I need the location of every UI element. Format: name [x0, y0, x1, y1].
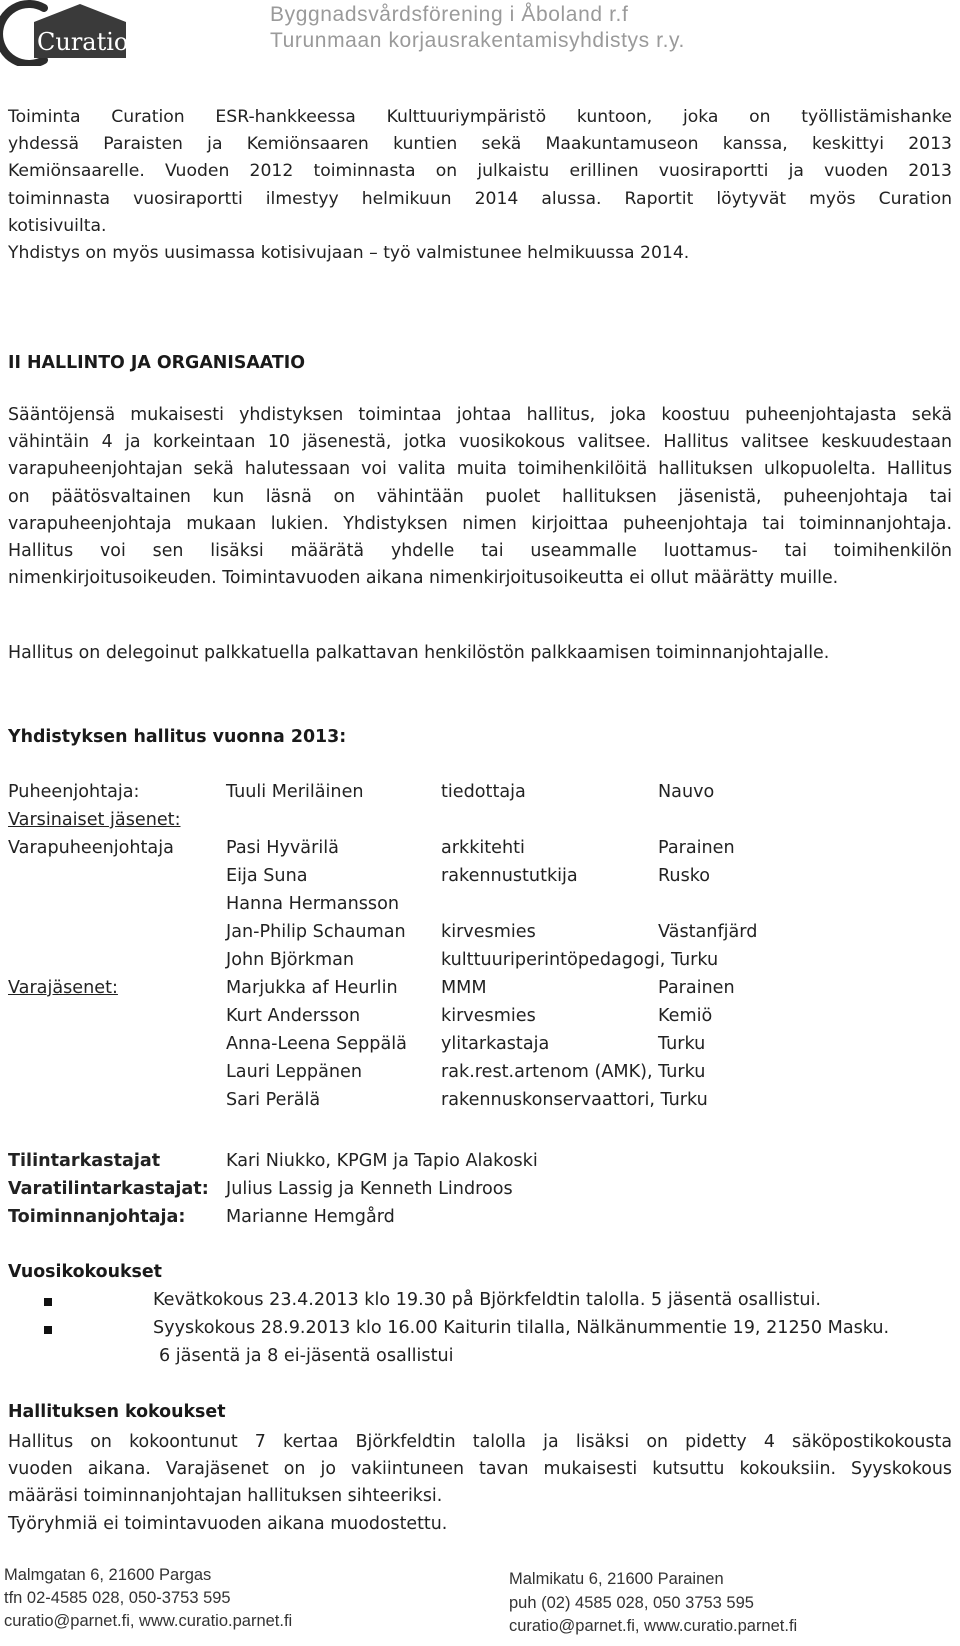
board-name: Hanna Hermansson	[226, 894, 399, 914]
org-name-swedish: Byggnadsvårdsförening i Åboland r.f	[270, 3, 629, 26]
board-role: Varajäsenet:	[8, 978, 118, 998]
governance-paragraph	[8, 402, 952, 592]
official-value: Julius Lassig ja Kenneth Lindroos	[226, 1179, 513, 1199]
board-title: ylitarkastaja	[441, 1034, 550, 1054]
board-row	[0, 838, 960, 865]
governance-line: on päätösvaltainen kun läsnä on vähintään puolet hallituksen jäsenistä, puheenjohtaja tai	[8, 486, 952, 507]
logo-text: Curatio	[37, 28, 129, 56]
governance-line: Hallitus voi sen lisäksi määrätä yhdelle tai useammalle luottamus- tai toimihenkilön	[8, 541, 952, 562]
board-title: rak.rest.artenom (AMK), Turku	[441, 1062, 706, 1082]
board-row	[0, 950, 960, 977]
official-value: Marianne Hemgård	[226, 1207, 395, 1227]
board-row	[0, 1034, 960, 1061]
board-name: Anna-Leena Seppälä	[226, 1034, 407, 1054]
official-role: Toiminnanjohtaja:	[8, 1207, 186, 1227]
bullet-icon	[44, 1298, 52, 1306]
board-title: kirvesmies	[441, 1006, 536, 1026]
board-place: Västanfjärd	[658, 922, 758, 942]
board-row	[0, 1062, 960, 1089]
official-value: Kari Niukko, KPGM ja Tapio Alakoski	[226, 1151, 538, 1171]
official-row	[0, 1151, 960, 1178]
board-title: tiedottaja	[441, 782, 526, 802]
footer-line: puh (02) 4585 028, 050 3753 595	[509, 1594, 754, 1612]
footer-line: curatio@parnet.fi, www.curatio.parnet.fi	[4, 1612, 293, 1630]
curatio-logo	[0, 0, 130, 66]
board-title: arkkitehti	[441, 838, 525, 858]
footer-line: Malmgatan 6, 21600 Pargas	[4, 1566, 212, 1584]
governance-line: varapuheenjohtajan sekä halutessaan voi valita muita toimihenkilöitä hallituksen ulkopuolelta. Hallitus	[8, 459, 952, 480]
board-role: Varapuheenjohtaja	[8, 838, 174, 858]
meeting-text: Kevätkokous 23.4.2013 klo 19.30 på Björkfeldtin talolla. 5 jäsentä osallistui.	[153, 1290, 821, 1310]
board-row	[0, 810, 960, 837]
board-name: Sari Perälä	[226, 1090, 321, 1110]
board-meetings-line: vuoden aikana. Varajäsenet on jo vakiintuneen tavan mukaisesti kutsuttu kokouksiin. Syyskokous	[8, 1459, 952, 1480]
official-role: Tilintarkastajat	[8, 1151, 161, 1171]
official-row	[0, 1179, 960, 1206]
annual-meetings-heading: Vuosikokoukset	[8, 1262, 162, 1282]
section-heading-hallinto: II HALLINTO JA ORGANISAATIO	[8, 353, 306, 373]
meeting-continuation-text: 6 jäsentä ja 8 ei-jäsentä osallistui	[159, 1346, 454, 1366]
board-meetings-paragraph	[8, 1429, 952, 1538]
board-row	[0, 978, 960, 1005]
governance-line: varapuheenjohtaja mukaan lukien. Yhdistyksen nimen kirjoittaa puheenjohtaja tai toiminnanjohtaja.	[8, 513, 952, 534]
board-row	[0, 782, 960, 809]
footer-line: Malmikatu 6, 21600 Parainen	[509, 1570, 724, 1588]
board-row	[0, 1090, 960, 1117]
board-meetings-line: määräsi toiminnanjohtajan hallituksen sihteeriksi.	[8, 1486, 443, 1507]
governance-line: Sääntöjensä mukaisesti yhdistyksen toimintaa johtaa hallitus, joka koostuu puheenjohtajasta sekä	[8, 405, 952, 425]
board-place: Rusko	[658, 866, 711, 886]
meeting-text: Syyskokous 28.9.2013 klo 16.00 Kaiturin tilalla, Nälkänummentie 19, 21250 Masku.	[153, 1318, 890, 1338]
board-row	[0, 894, 960, 921]
board-row	[0, 1006, 960, 1033]
board-title: MMM	[441, 978, 487, 998]
footer-line: tfn 02-4585 028, 050-3753 595	[4, 1589, 231, 1607]
board-title: rakennuskonservaattori, Turku	[441, 1090, 708, 1110]
intro-paragraph	[8, 104, 952, 267]
board-name: Kurt Andersson	[226, 1006, 361, 1026]
delegation-paragraph: Hallitus on delegoinut palkkatuella palkattavan henkilöstön palkkaamisen toiminnanjohtajalle.	[8, 643, 830, 663]
board-place: Parainen	[658, 838, 735, 858]
governance-line: vähintäin 4 ja korkeintaan 10 jäsenestä, jotka vuosikokous valitsee. Hallitus valitsee keskuudestaan	[8, 432, 952, 453]
intro-line: kotisivuilta.	[8, 215, 107, 236]
board-name: John Björkman	[226, 950, 355, 970]
bullet-icon	[44, 1326, 52, 1334]
logo-graphic	[0, 0, 130, 66]
official-role: Varatilintarkastajat:	[8, 1179, 209, 1199]
board-role: Varsinaiset jäsenet:	[8, 810, 181, 830]
board-name: Jan-Philip Schauman	[226, 922, 406, 942]
board-title: rakennustutkija	[441, 866, 578, 886]
board-name: Pasi Hyvärilä	[226, 838, 339, 858]
intro-line: toiminnasta vuosiraportti ilmestyy helmikuun 2014 alussa. Raportit löytyvät myös Curation	[8, 188, 952, 209]
board-place: Turku	[658, 1034, 706, 1054]
board-place: Kemiö	[658, 1006, 713, 1026]
board-place: Parainen	[658, 978, 735, 998]
intro-line: Yhdistys on myös uusimassa kotisivujaan – työ valmistunee helmikuussa 2014.	[8, 243, 690, 264]
board-role: Puheenjohtaja:	[8, 782, 140, 802]
board-meetings-line: Työryhmiä ei toimintavuoden aikana muodostettu.	[8, 1513, 448, 1534]
board-heading: Yhdistyksen hallitus vuonna 2013:	[8, 727, 347, 747]
board-meetings-heading: Hallituksen kokoukset	[8, 1402, 226, 1422]
board-place: Nauvo	[658, 782, 715, 802]
board-row	[0, 922, 960, 949]
org-name-finnish: Turunmaan korjausrakentamisyhdistys r.y.	[270, 29, 685, 52]
intro-line: Toiminta Curation ESR-hankkeessa Kulttuuriympäristö kuntoon, joka on työllistämishanke	[8, 107, 952, 127]
board-name: Eija Suna	[226, 866, 308, 886]
footer-line: curatio@parnet.fi, www.curatio.parnet.fi	[509, 1617, 798, 1635]
official-row	[0, 1207, 960, 1234]
intro-line: Kemiönsaarelle. Vuoden 2012 toiminnasta on julkaistu erillinen vuosiraportti ja vuoden 2013	[8, 161, 952, 182]
intro-line: yhdessä Paraisten ja Kemiönsaaren kuntien sekä Maakuntamuseon kanssa, keskittyi 2013	[8, 134, 952, 155]
governance-line: nimenkirjoitusoikeuden. Toimintavuoden aikana nimenkirjoitusoikeutta ei ollut määrätty muille.	[8, 568, 839, 589]
board-row	[0, 866, 960, 893]
board-title: kulttuuriperintöpedagogi, Turku	[441, 950, 719, 970]
board-name: Marjukka af Heurlin	[226, 978, 398, 998]
board-name: Tuuli Meriläinen	[226, 782, 364, 802]
board-name: Lauri Leppänen	[226, 1062, 363, 1082]
board-title: kirvesmies	[441, 922, 536, 942]
board-meetings-line: Hallitus on kokoontunut 7 kertaa Björkfeldtin talolla ja lisäksi on pidetty 4 säköpostikokousta	[8, 1432, 952, 1452]
